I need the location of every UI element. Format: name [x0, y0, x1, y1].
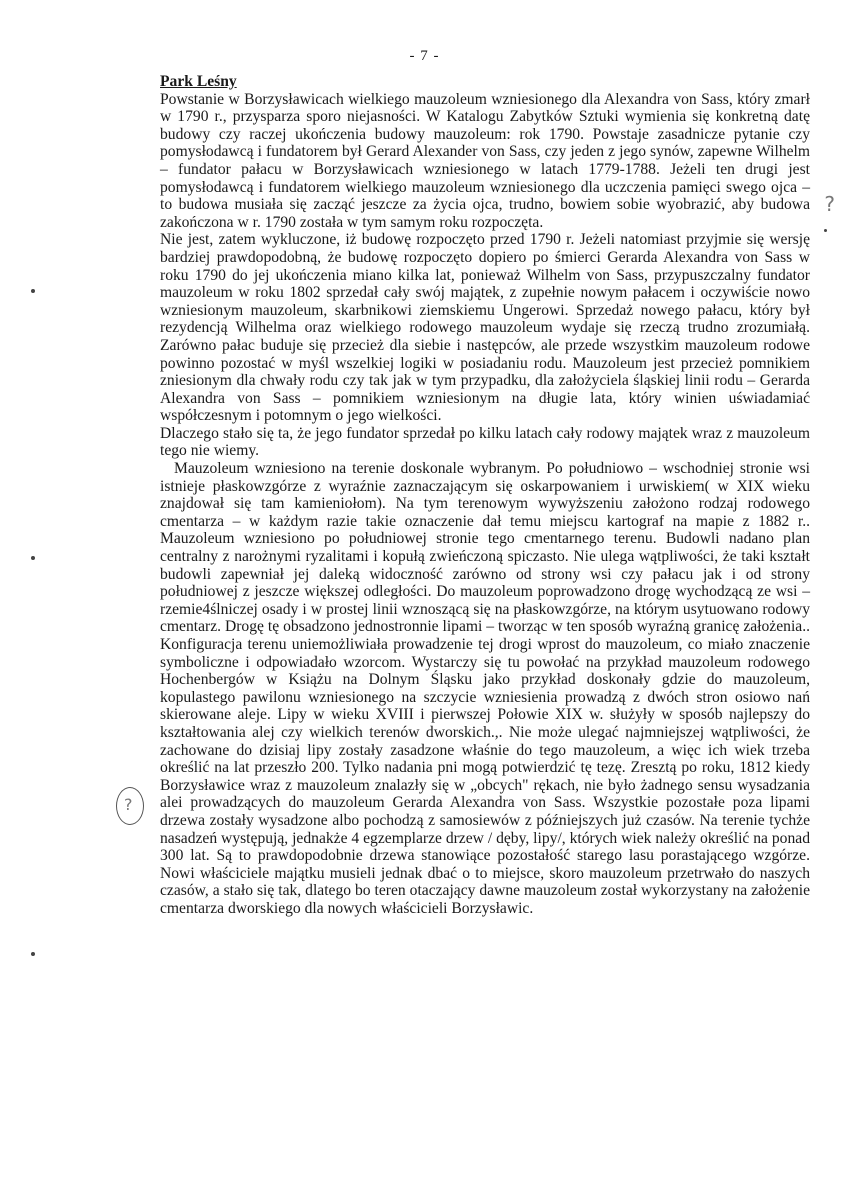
scan-dot	[31, 556, 35, 560]
right-margin-question-mark: ?	[824, 192, 835, 216]
scan-dot	[31, 952, 35, 956]
page-number: - 7 -	[409, 48, 440, 64]
scan-dot	[824, 229, 827, 232]
paragraph-2: Nie jest, zatem wykluczone, iż budowę rozpoczęto przed 1790 r. Jeżeli natomiast przyjmie się wersję bardziej prawdopodobną, że budowę rozpoczęto dopiero po śmierci Gerarda Alexandra von Sass w roku 1790 do jej ukończenia miano kilka lat, ponieważ Wilhelm von Sass, przypuszczalny fundator mauzoleum w roku 1802 sprzedał cały swój majątek, z zupełnie nowym pałacem i oczywiście nowo wzniesionym mauzoleum, skarbnikowi ziemskiemu Ungerowi. Sprzedaż nowego pałacu, który był rezydencją Wilhelma oraz wielkiego rodowego mauzoleum wydaje się rzeczą trudno zrozumiałą. Zarówno pałac buduje się przecież dla siebie i następców, ale przede wszystkim mauzoleum rodowe powinno pozostać w myśl wszelkiej logiki w posiadaniu rodu. Mauzoleum jest przecież pomnikiem zniesionym dla chwały rodu czy tak jak w tym przypadku, dla założyciela śląskiej linii rodu – Gerarda Alexandra von Sass – pomnikiem wzniesionym na długie lata, który winien uświadamiać współczesnym i potomnym o jego wielkości.	[160, 231, 810, 425]
paragraph-1: Powstanie w Borzysławicach wielkiego mauzoleum wzniesionego dla Alexandra von Sass, który zmarł w 1790 r., przysparza sporo niejasności. W Katalogu Zabytków Sztuki wymienia się konkretną datę budowy czy raczej ukończenia budowy mauzoleum: rok 1790. Powstaje zasadnicze pytanie czy pomysłodawcą i fundatorem był Gerard Alexander von Sass, czy jeden z jego synów, zapewne Wilhelm – fundator pałacu w Borzysławicach wzniesionego w latach 1779-1788. Jeżeli ten drugi jest pomysłodawcą i fundatorem wielkiego mauzoleum wzniesionego dla uczczenia pamięci swego ojca – to budowa musiała się zacząć jeszcze za życia ojca, trudno, bowiem sobie wyobrazić, aby budowa zakończona w r. 1790 została w tym samym roku rozpoczęta.	[160, 90, 810, 231]
paragraph-3: Dlaczego stało się ta, że jego fundator sprzedał po kilku latach cały rodowy majątek wraz z mauzoleum tego nie wiemy.	[160, 424, 810, 460]
scan-dot	[31, 289, 35, 293]
paragraph-4: Mauzoleum wzniesiono na terenie doskonale wybranym. Po południowo – wschodniej stronie wsi istnieje płaskowzgórze z wyraźnie zaznaczającym się oskarpowaniem i urwiskiem( w XIX wieku znajdował się tam kamieniołom). Na tym terenowym wywyższeniu założono rodzaj rodowego cmentarza – w każdym razie takie oznaczenie dał temu miejscu kartograf na mapie z 1882 r.. Mauzoleum wzniesiono po południowej stronie tego cmentarnego terenu. Budowli nadano plan centralny z narożnymi ryzalitami i kopułą zwieńczoną spiczasto. Nie ulega wątpliwości, że taki kształt budowli zapewniał jej daleką widoczność zarówno od strony wsi czy pałacu jak i od strony południowej z jeszcze większej odległości. Do mauzoleum poprowadzono drogę wychodzącą ze wsi – rzemie4ślniczej osady i w prostej linii wznoszącą się na płaskowzgórze, na którym usytuowano rodowy cmentarz. Drogę tę obsadzono jednostronnie lipami – tworząc w ten sposób wyraźną granicę założenia.. Konfiguracja terenu uniemożliwiała prowadzenie tej drogi wprost do mauzoleum, co miało znaczenie symboliczne i odpowiadało wzorcom. Wystarczy się tu powołać na przykład mauzoleum rodowego Hochenbergów w Książu na Dolnym Śląsku jako przykład doskonały gdzie do mauzoleum, kopulastego pawilonu wzniesionego na szczycie wzniesienia prowadzą z dwóch stron osiowo nań skierowane aleje. Lipy w wieku XVIII i pierwszej Połowie XIX w. służyły w sposób najlepszy do kształtowania alej czy wielkich terenów dworskich.,. Nie może ulegać najmniejszej wątpliwości, że zachowane do dzisiaj lipy zostały zasadzone właśnie do tego mauzoleum, a więc ich wiek trzeba określić na lat przeszło 200. Tylko nadania pni mogą potwierdzić tę tezę. Zresztą po roku, 1812 kiedy Borzysławice wraz z mauzoleum znalazły się w „obcych" rękach, nie było żadnego sensu wysadzania alei prowadzących do mauzoleum Gerarda Alexandra von Sass. Wszystkie pozostałe poza lipami drzewa zostały wysadzone albo pochodzą z samosiewów z późniejszych już czasów. Na terenie tychże nasadzeń występują, jednakże 4 egzemplarze drzew / dęby, lipy/, których wiek należy określić na ponad 300 lat. Są to prawdopodobnie drzewa stanowiące pozostałość starego lasu porastającego wzgórze. Nowi właściciele majątku musieli jednak dbać o to miejsce, skoro mauzoleum przetrwało do naszych czasów, a stało się tak, dlatego bo teren otaczający dawne mauzoleum został wykorzystany na założenie cmentarza dworskiego dla nowych właścicieli Borzysławic.	[160, 460, 810, 917]
left-margin-question-mark: ?	[124, 795, 133, 814]
document-body	[160, 73, 810, 918]
section-heading: Park Leśny	[160, 73, 237, 90]
